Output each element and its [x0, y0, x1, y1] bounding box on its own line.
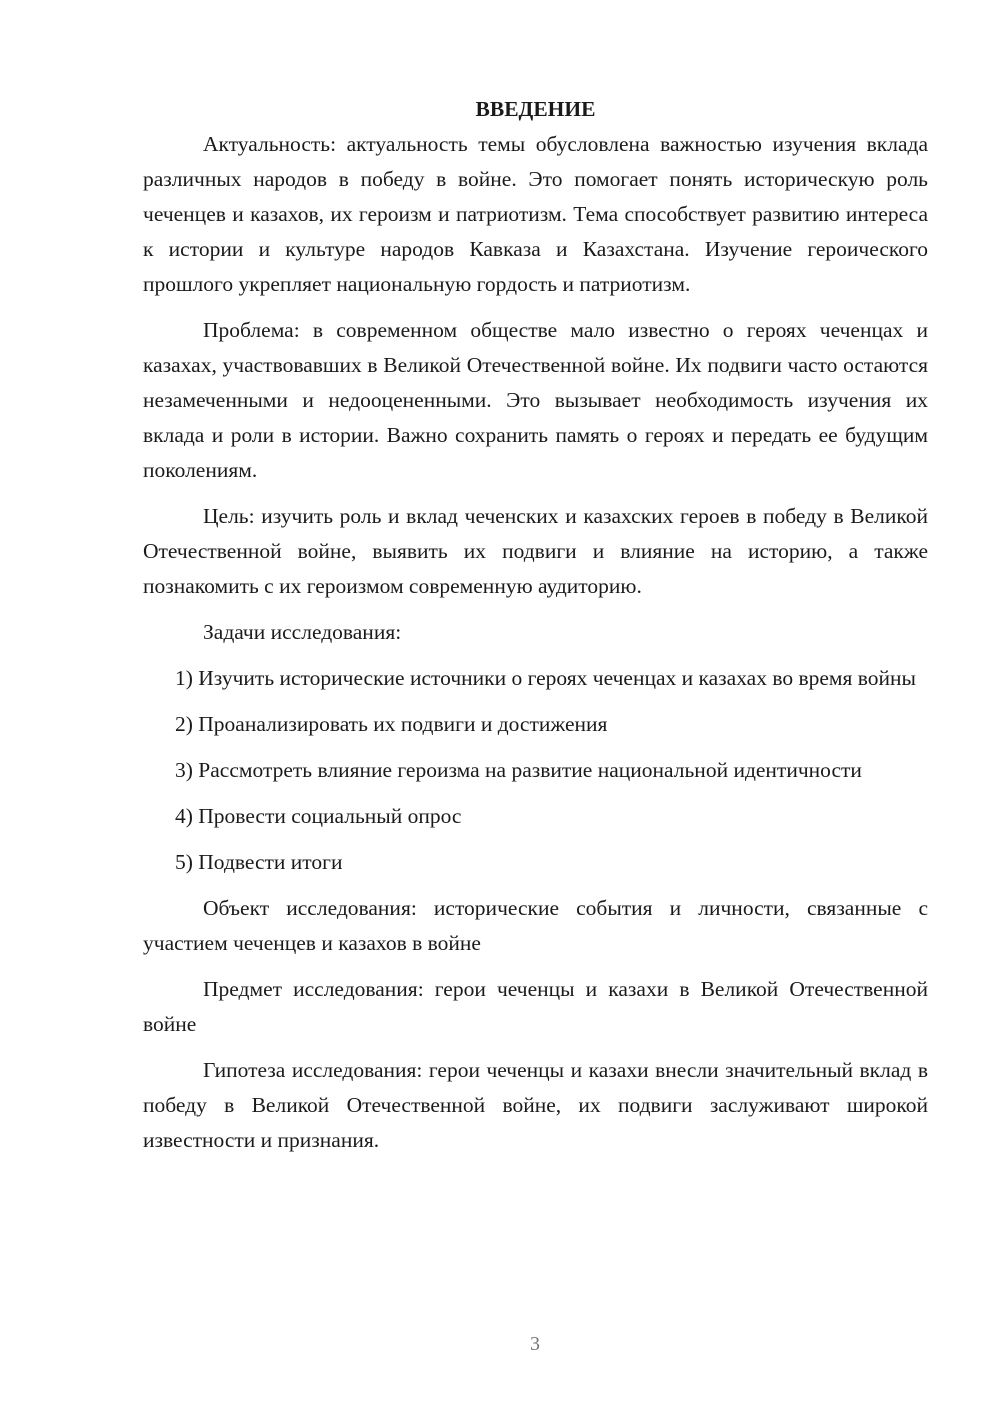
task-item-1: 1) Изучить исторические источники о героях чеченцах и казахах во время войны: [175, 666, 917, 690]
task-item-2: 2) Проанализировать их подвиги и достижения: [175, 712, 608, 736]
problem-paragraph: Проблема: в современном обществе мало известно о героях чеченцах и казахах, участвовавших в Великой Отечественной войне. Их подвиги часто остаются незамеченными и недооцененными. Это вызывает необходимость изучения их вклада и роли в истории. Важно сохранить память о героях и передать ее будущим поколениям.: [143, 318, 928, 482]
task-item-4: 4) Провести социальный опрос: [175, 804, 462, 828]
task-item-3: 3) Рассмотреть влияние героизма на развитие национальной идентичности: [175, 758, 862, 782]
tasks-heading: Задачи исследования:: [203, 620, 402, 644]
page-content: [143, 92, 928, 1169]
goal-paragraph: Цель: изучить роль и вклад чеченских и казахских героев в победу в Великой Отечественной войне, выявить их подвиги и влияние на историю, а также познакомить с их героизмом современную аудиторию.: [143, 504, 928, 598]
relevance-paragraph: Актуальность: актуальность темы обусловлена важностью изучения вклада различных народов в победу в войне. Это помогает понять историческую роль чеченцев и казахов, их героизм и патриотизм. Тема способствует развитию интереса к истории и культуре народов Кавказа и Казахстана. Изучение героического прошлого укрепляет национальную гордость и патриотизм.: [143, 132, 928, 296]
task-item-5: 5) Подвести итоги: [175, 850, 343, 874]
object-paragraph: Объект исследования: исторические события и личности, связанные с участием чеченцев и казахов в войне: [143, 896, 928, 955]
hypothesis-paragraph: Гипотеза исследования: герои чеченцы и казахи внесли значительный вклад в победу в Великой Отечественной войне, их подвиги заслуживают широкой известности и признания.: [143, 1058, 928, 1152]
page-number: 3: [530, 1333, 540, 1355]
subject-paragraph: Предмет исследования: герои чеченцы и казахи в Великой Отечественной войне: [143, 977, 928, 1036]
page-title: ВВЕДЕНИЕ: [475, 97, 596, 121]
